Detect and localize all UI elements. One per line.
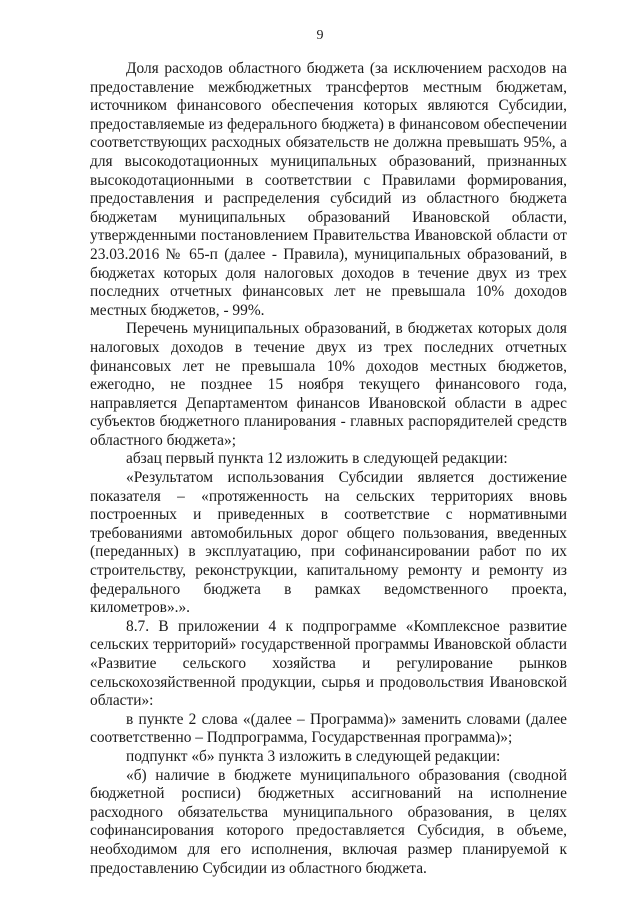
page-number: 9 — [316, 28, 324, 43]
paragraph-clause-3b-text: «б) наличие в бюджете муниципального образования (сводной бюджетной росписи) бюджетных ассигнований на исполнение расходного обязательства муниципального образования, в целях софинансирования которого предоставляется Субсидия, в объеме, необходимом для его исполнения, включая размер планируемой к предоставлению Субсидии из областного бюджета. — [90, 766, 567, 877]
document-body — [90, 60, 567, 878]
paragraph-result-indicator: «Результатом использования Субсидии является достижение показателя – «протяженность на сельских территориях вновь построенных и приведенных в соответствие с нормативными требованиями автомобильных дорог общего пользования, введенных (переданных) в эксплуатацию, при софинансировании работ по их строительству, реконструкции, капитальному ремонту и ремонту из федерального бюджета в рамках ведомственного проекта, километров».». — [90, 469, 567, 617]
paragraph-clause-2-replace: в пункте 2 слова «(далее – Программа)» заменить словами (далее соответственно – Подпрограмма, Государственная программа)»; — [90, 710, 567, 747]
paragraph-clause-3b-intro: подпункт «б» пункта 3 изложить в следующей редакции: — [126, 747, 501, 765]
paragraph-clause-12-intro: абзац первый пункта 12 изложить в следующей редакции: — [126, 450, 508, 468]
paragraph-municipal-list: Перечень муниципальных образований, в бюджетах которых доля налоговых доходов в течение двух из трех последних отчетных финансовых лет не превышала 10% доходов местных бюджетов, ежегодно, не позднее 15 ноября текущего финансового года, направляется Департаментом финансов Ивановской области в адрес субъектов бюджетного планирования - главных распорядителей средств областного бюджета»; — [90, 320, 567, 449]
paragraph-budget-share: Доля расходов областного бюджета (за исключением расходов на предоставление межбюджетных трансфертов местным бюджетам, источником финансового обеспечения которых являются Субсидии, предоставляемые из федерального бюджета) в финансовом обеспечении соответствующих расходных обязательств не должна превышать 95%, а для высокодотационных муниципальных образований, признанных высокодотационными в соответствии с Правилами формирования, предоставления и распределения субсидий из областного бюджета бюджетам муниципальных образований Ивановской области, утвержденными постановлением Правительства Ивановской области от 23.03.2016 № 65-п (далее - Правила), муниципальных образований, в бюджетах которых доля налоговых доходов в течение двух из трех последних отчетных финансовых лет не превышала 10% доходов местных бюджетов, - 99%. — [90, 60, 567, 319]
paragraph-section-8-7: 8.7. В приложении 4 к подпрограмме «Комплексное развитие сельских территорий» государственной программы Ивановской области «Развитие сельского хозяйства и регулирование рынков сельскохозяйственной продукции, сырья и продовольствия Ивановской области»: — [90, 617, 567, 710]
